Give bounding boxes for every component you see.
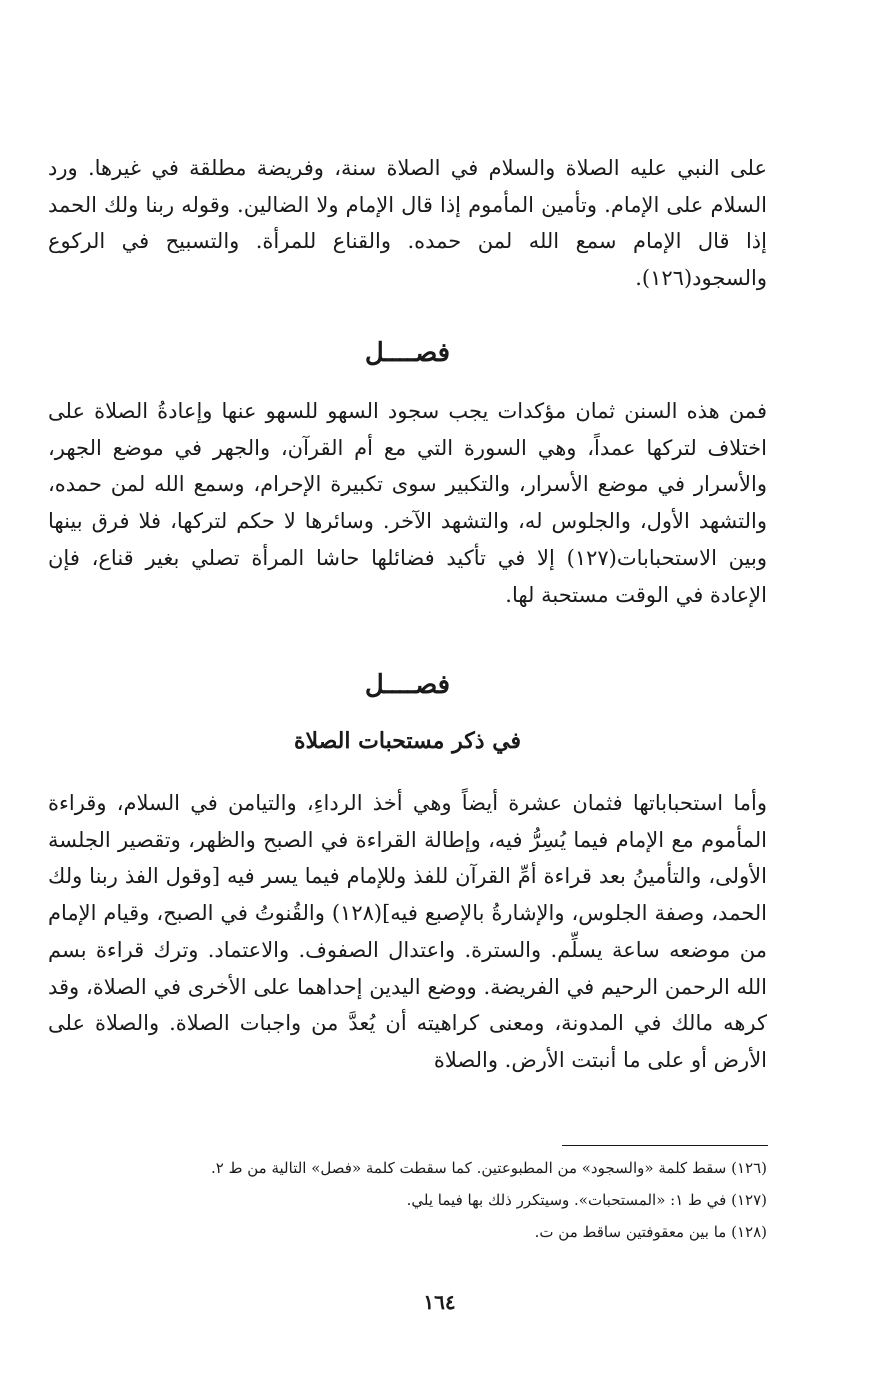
footnotes (48, 1152, 767, 1248)
paragraph-3: وأما استحباباتها فثمان عشرة أيضاً وهي أخذ الرداءِ، والتيامن في السلام، وقراءة المأموم مع الإمام فيما يُسِرُّ فيه، وإطالة القراءة في الصبح والظهر، وتقصير الجلسة الأولى، والتأمينُ بعد قراءة أمِّ القرآن للفذ وللإمام فيما يسر فيه [وقول الفذ ربنا ولك الحمد، وصفة الجلوس، والإشارةُ بالإصبع فيه](١٢٨) والقُنوتُ في الصبح، وقيام الإمام من موضعه ساعة يسلِّم. والسترة. واعتدال الصفوف. والاعتماد. وترك قراءة بسم الله الرحمن الرحيم في الفريضة. ووضع اليدين إحداهما على الأخرى في الصلاة، وقد كرهه مالك في المدونة، ومعنى كراهيته أن يُعدَّ من واجبات الصلاة. والصلاة على الأرض أو على ما أنبتت الأرض. والصلاة (48, 791, 768, 1072)
paragraph-1: على النبي عليه الصلاة والسلام في الصلاة سنة، وفريضة مطلقة في غيرها. ورد السلام على الإمام. وتأمين المأموم إذا قال الإمام ولا الضالين. وقوله ربنا ولك الحمد إذا قال الإمام سمع الله لمن حمده. والقناع للمرأة. والتسبيح في الركوع والسجود(١٢٦). (48, 156, 767, 291)
footnote-divider (562, 1145, 768, 1146)
section-heading-1: فصــــل (364, 338, 451, 368)
footnote-128: (١٢٨) ما بين معقوفتين ساقط من ت. (534, 1223, 767, 1241)
paragraph-2: فمن هذه السنن ثمان مؤكدات يجب سجود السهو للسهو عنها وإعادةُ الصلاة على اختلاف لتركها عمداً، وهي السورة التي مع أم القرآن، والجهر في موضع الجهر، والأسرار في موضع الأسرار، والتكبير سوى تكبيرة الإحرام، وسمع الله لمن حمده، والتشهد الأول، والجلوس له، والتشهد الآخر. وسائرها لا حكم لتركها، فلا فرق بينها وبين الاستحبابات(١٢٧) إلا في تأكيد فضائلها حاشا المرأة تصلي بغير قناع، فإن الإعادة في الوقت مستحبة لها. (48, 399, 767, 607)
footnote-127: (١٢٧) في ط ١: «المستحبات». وسيتكرر ذلك بها فيما يلي. (406, 1191, 767, 1209)
page-number: ١٦٤ (423, 1290, 456, 1314)
section-heading-2: فصــــل (364, 670, 451, 700)
footnote-126: (١٢٦) سقط كلمة «والسجود» من المطبوعتين. كما سقطت كلمة «فصل» التالية من ط ٢. (211, 1159, 767, 1177)
section-subheading: في ذكر مستحبات الصلاة (293, 728, 522, 754)
